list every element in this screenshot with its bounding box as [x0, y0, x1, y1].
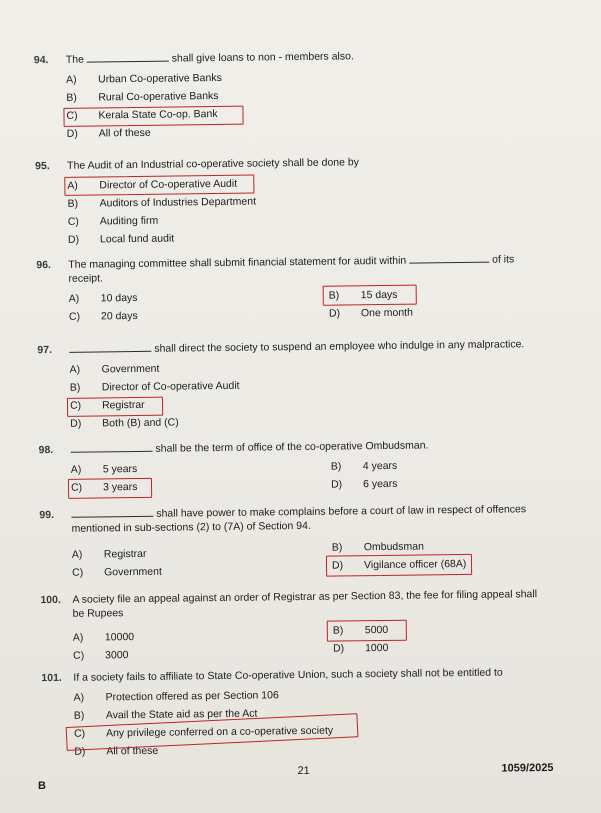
option-b: B) Rural Co-operative Banks — [66, 90, 219, 105]
question-99 — [39, 502, 560, 579]
question-number: 95. — [35, 160, 50, 173]
answer-blank — [87, 52, 169, 63]
question-101 — [41, 665, 562, 762]
option-d: D) One month — [328, 306, 413, 320]
option-b: B) 4 years — [330, 459, 398, 473]
answer-highlight-box — [327, 620, 407, 642]
question-number: 101. — [41, 671, 62, 685]
question-number: 99. — [39, 509, 55, 522]
question-98 — [39, 437, 560, 498]
option-b: B) Auditors of Industries Department — [67, 195, 257, 210]
option-d: D) Local fund audit — [67, 232, 175, 246]
booklet-code: 1059/2025 — [501, 761, 554, 775]
page-number: 21 — [297, 764, 310, 778]
option-b: B) Director of Co-operative Audit — [69, 379, 240, 394]
option-a: A) Urban Co-operative Banks — [65, 72, 222, 87]
answer-blank — [71, 442, 153, 453]
answer-highlight-box — [68, 478, 152, 499]
option-a: A) Director of Co-operative Audit — [67, 177, 238, 192]
option-b: B) 15 days — [328, 289, 398, 302]
option-a: A) Government — [69, 362, 160, 376]
question-text: The managing committee shall submit financial statement for audit within of its receipt. — [68, 253, 515, 285]
question-number: 98. — [38, 444, 54, 457]
option-b: B) Avail the State aid as per the Act — [73, 707, 258, 722]
option-c: C) Any privilege conferred on a co-operative society — [73, 724, 334, 740]
question-text: shall direct the society to suspend an employee who indulge in any malpractice. — [69, 337, 557, 357]
question-97 — [37, 337, 558, 434]
option-a: A) 10000 — [72, 631, 135, 645]
option-c: C) Registrar — [69, 399, 145, 412]
option-d: D) All of these — [74, 744, 159, 758]
answer-highlight-box — [323, 285, 417, 306]
question-94 — [34, 47, 555, 144]
question-text: If a society fails to affiliate to State Co-operative Union, such a society shall not be entitled to — [73, 666, 503, 684]
option-c: C) Government — [72, 566, 162, 580]
option-d: D) Both (B) and (C) — [70, 416, 179, 430]
answer-highlight-box — [67, 397, 163, 417]
option-a: A) 10 days — [68, 292, 138, 306]
answer-highlight-box — [64, 175, 254, 196]
answer-blank — [71, 507, 153, 518]
option-d: D) 6 years — [330, 477, 398, 491]
option-c: C) 20 days — [68, 310, 138, 324]
question-text: shall be the term of office of the co-operative Ombudsman. — [71, 437, 559, 457]
option-d: D) Vigilance officer (68A) — [331, 558, 467, 572]
answer-highlight-box — [326, 554, 472, 577]
question-96 — [36, 252, 557, 327]
option-d: D) All of these — [66, 126, 151, 141]
answer-blank — [409, 253, 489, 264]
option-d: D) 1000 — [332, 642, 389, 655]
option-a: A) Protection offered as per Section 106 — [73, 689, 279, 704]
question-number: 100. — [40, 593, 61, 607]
question-text: The shall give loans to non - members also. — [65, 50, 354, 66]
series-letter: B — [38, 780, 46, 792]
option-b: B) 5000 — [332, 624, 389, 637]
question-number: 96. — [36, 259, 52, 272]
page-footer — [4, 761, 601, 778]
answer-highlight-box — [63, 106, 243, 127]
question-text: The Audit of an Industrial co-operative society shall be done by — [67, 156, 360, 172]
option-a: A) Registrar — [71, 548, 147, 562]
question-95 — [35, 153, 556, 250]
question-number: 97. — [37, 344, 53, 357]
option-c: C) Kerala State Co-op. Bank — [66, 108, 218, 123]
option-b: B) Ombudsman — [331, 540, 424, 554]
question-number: 94. — [33, 54, 49, 67]
question-text: shall have power to make complains before a court of law in respect of offences mentioned in sub-sections (2) to (7A) of Section 94. — [71, 503, 527, 535]
option-c: C) Auditing firm — [67, 214, 159, 228]
answer-blank — [69, 342, 151, 353]
question-100 — [40, 587, 561, 662]
option-a: A) 5 years — [70, 463, 138, 476]
option-c: C) 3 years — [70, 481, 138, 494]
option-c: C) 3000 — [73, 649, 129, 663]
question-text: A society file an appeal against an order of Registrar as per Section 83, the fee for filing appeal shall be Rupees — [72, 588, 538, 620]
